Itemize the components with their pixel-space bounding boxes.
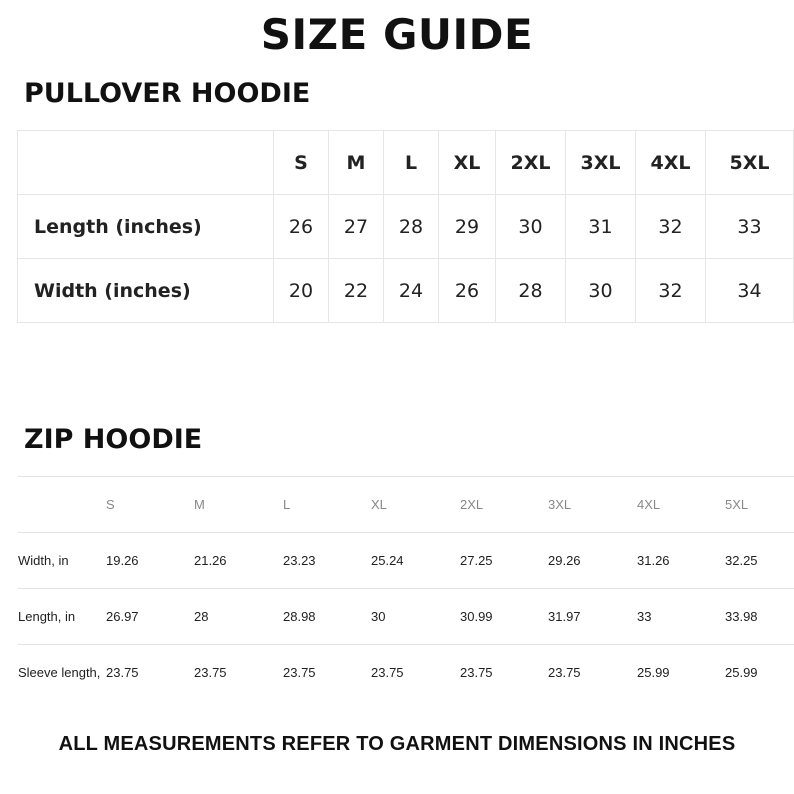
zip-cell: 23.75 bbox=[106, 645, 194, 701]
zip-size-table bbox=[18, 476, 794, 700]
zip-size-header: XL bbox=[371, 477, 460, 533]
zip-cell: 25.99 bbox=[637, 645, 725, 701]
zip-cell: 31.97 bbox=[548, 589, 637, 645]
zip-section-title: ZIP HOODIE bbox=[24, 424, 203, 455]
zip-cell: 23.75 bbox=[283, 645, 371, 701]
zip-cell: 27.25 bbox=[460, 533, 548, 589]
zip-size-header: 4XL bbox=[637, 477, 725, 533]
pullover-size-header: S bbox=[274, 131, 329, 195]
pullover-size-header: L bbox=[384, 131, 439, 195]
pullover-cell: 29 bbox=[439, 195, 496, 259]
pullover-cell: 30 bbox=[566, 259, 636, 323]
zip-cell: 23.23 bbox=[283, 533, 371, 589]
zip-size-header: M bbox=[194, 477, 283, 533]
zip-size-header: L bbox=[283, 477, 371, 533]
pullover-cell: 28 bbox=[496, 259, 566, 323]
zip-size-header: 5XL bbox=[725, 477, 794, 533]
pullover-size-header: 2XL bbox=[496, 131, 566, 195]
zip-cell: 25.24 bbox=[371, 533, 460, 589]
zip-cell: 25.99 bbox=[725, 645, 794, 701]
pullover-cell: 31 bbox=[566, 195, 636, 259]
zip-size-header: 2XL bbox=[460, 477, 548, 533]
pullover-cell: 22 bbox=[329, 259, 384, 323]
pullover-cell: 20 bbox=[274, 259, 329, 323]
zip-header-row bbox=[18, 477, 794, 533]
pullover-cell: 30 bbox=[496, 195, 566, 259]
pullover-corner-cell bbox=[18, 131, 274, 195]
pullover-cell: 26 bbox=[274, 195, 329, 259]
measurement-note: ALL MEASUREMENTS REFER TO GARMENT DIMENSIONS IN INCHES bbox=[58, 733, 736, 755]
zip-corner-cell bbox=[18, 477, 106, 533]
page-title: SIZE GUIDE bbox=[260, 10, 534, 59]
zip-cell: 30.99 bbox=[460, 589, 548, 645]
pullover-length-row bbox=[18, 195, 794, 259]
pullover-size-header: 4XL bbox=[636, 131, 706, 195]
pullover-row-label: Length (inches) bbox=[18, 195, 274, 259]
zip-row-label: Sleeve length, bbox=[18, 645, 106, 701]
zip-cell: 33.98 bbox=[725, 589, 794, 645]
zip-cell: 23.75 bbox=[460, 645, 548, 701]
zip-cell: 31.26 bbox=[637, 533, 725, 589]
pullover-cell: 32 bbox=[636, 195, 706, 259]
zip-cell: 23.75 bbox=[371, 645, 460, 701]
pullover-header-row bbox=[18, 131, 794, 195]
zip-cell: 21.26 bbox=[194, 533, 283, 589]
pullover-row-label: Width (inches) bbox=[18, 259, 274, 323]
zip-size-header: S bbox=[106, 477, 194, 533]
zip-row-label: Width, in bbox=[18, 533, 106, 589]
pullover-cell: 33 bbox=[706, 195, 794, 259]
zip-size-header: 3XL bbox=[548, 477, 637, 533]
pullover-cell: 28 bbox=[384, 195, 439, 259]
pullover-size-header: M bbox=[329, 131, 384, 195]
zip-cell: 28.98 bbox=[283, 589, 371, 645]
pullover-cell: 24 bbox=[384, 259, 439, 323]
zip-cell: 19.26 bbox=[106, 533, 194, 589]
zip-length-row bbox=[18, 589, 794, 645]
pullover-section-title: PULLOVER HOODIE bbox=[24, 78, 311, 109]
zip-cell: 23.75 bbox=[548, 645, 637, 701]
pullover-size-header: XL bbox=[439, 131, 496, 195]
pullover-size-header: 3XL bbox=[566, 131, 636, 195]
pullover-size-table bbox=[17, 130, 794, 323]
zip-cell: 26.97 bbox=[106, 589, 194, 645]
zip-cell: 33 bbox=[637, 589, 725, 645]
pullover-cell: 32 bbox=[636, 259, 706, 323]
pullover-width-row bbox=[18, 259, 794, 323]
zip-width-row bbox=[18, 533, 794, 589]
zip-cell: 23.75 bbox=[194, 645, 283, 701]
zip-sleeve-row bbox=[18, 645, 794, 701]
zip-cell: 30 bbox=[371, 589, 460, 645]
zip-cell: 28 bbox=[194, 589, 283, 645]
zip-cell: 32.25 bbox=[725, 533, 794, 589]
pullover-size-header: 5XL bbox=[706, 131, 794, 195]
zip-cell: 29.26 bbox=[548, 533, 637, 589]
zip-row-label: Length, in bbox=[18, 589, 106, 645]
pullover-cell: 26 bbox=[439, 259, 496, 323]
pullover-cell: 34 bbox=[706, 259, 794, 323]
pullover-cell: 27 bbox=[329, 195, 384, 259]
